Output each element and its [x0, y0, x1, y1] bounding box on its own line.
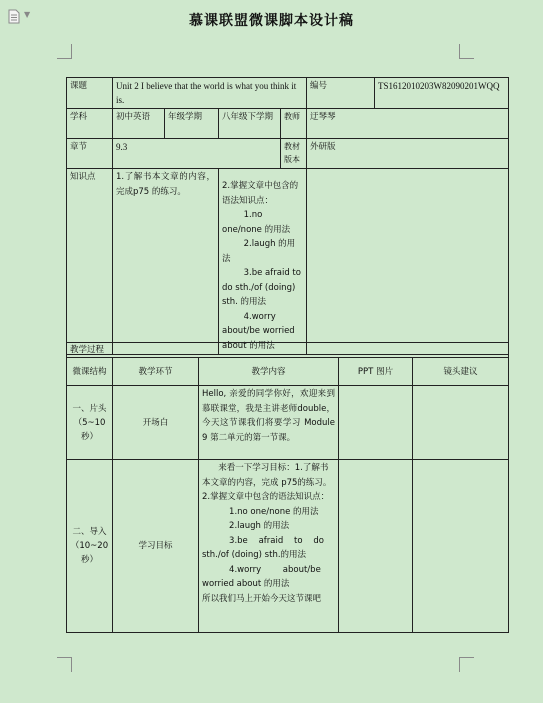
margin-corner-bottom-left [57, 657, 72, 672]
knowledge-empty-cell [307, 169, 509, 355]
subject-value[interactable]: 初中英语 [113, 109, 165, 139]
knowledge-point-2[interactable]: 2.掌握文章中包含的语法知识点： 1.no one/none 的用法 2.laugh 的用法 3.be afraid to do sth./of (doing) sth. 的用法 4.worry about/be worried about 的用法 [219, 169, 307, 355]
teacher-value[interactable]: 迂琴琴 [307, 109, 509, 139]
row-content[interactable]: 来看一下学习目标：1.了解书本文章的内容，完成 p75的练习。2.掌握文章中包含的语法知识点： 1.no one/none 的用法 2.laugh 的用法 3.be afraid to do sth./of (doing) sth.的用法 4.worry about/be worried about 的用法 所以我们马上开始今天这节课吧 [199, 460, 339, 633]
document-title: 慕课联盟微课脚本设计稿 [189, 13, 354, 29]
header-camera: 镜头建议 [413, 358, 509, 386]
row-stage[interactable]: 开场白 [113, 386, 199, 460]
row-stage[interactable]: 学习目标 [113, 460, 199, 633]
process-heading: 教学过程 [67, 343, 509, 358]
edition-value[interactable]: 外研版 [307, 139, 509, 169]
row-ppt[interactable] [339, 386, 413, 460]
topic-value[interactable]: Unit 2 I believe that the world is what you think it is. [113, 78, 307, 109]
knowledge-label: 知识点 [67, 169, 113, 355]
section-label: 章节 [67, 139, 113, 169]
topic-label: 课题 [67, 78, 113, 109]
row-content[interactable]: Hello, 亲爱的同学你好，欢迎来到慕联课堂，我是主讲老师double，今天这节课我们将要学习 Module 9 第二单元的第一节课。 [199, 386, 339, 460]
grade-value[interactable]: 八年级下学期 [219, 109, 281, 139]
margin-corner-top-left [57, 44, 72, 59]
row-camera[interactable] [413, 386, 509, 460]
info-table [66, 77, 509, 355]
row-structure[interactable]: 一、片头 （5~10秒） [67, 386, 113, 460]
grade-label: 年级学期 [165, 109, 219, 139]
row-ppt[interactable] [339, 460, 413, 633]
teacher-label: 教师 [281, 109, 307, 139]
row-structure[interactable]: 二、导入 （10~20秒） [67, 460, 113, 633]
subject-label: 学科 [67, 109, 113, 139]
table-row [67, 460, 509, 633]
header-ppt: PPT 图片 [339, 358, 413, 386]
dropdown-caret-icon[interactable]: ▼ [24, 10, 31, 19]
header-stage: 教学环节 [113, 358, 199, 386]
code-value[interactable]: TS1612010203W82090201WQQ [375, 78, 509, 109]
header-content: 教学内容 [199, 358, 339, 386]
knowledge-point-1[interactable]: 1.了解书本文章的内容，完成p75 的练习。 [113, 169, 219, 355]
process-table [66, 342, 509, 633]
code-label: 编号 [307, 78, 375, 109]
header-structure: 微课结构 [67, 358, 113, 386]
margin-corner-bottom-right [459, 657, 474, 672]
margin-corner-top-right [459, 44, 474, 59]
table-row [67, 386, 509, 460]
section-value[interactable]: 9.3 [113, 139, 281, 169]
row-camera[interactable] [413, 460, 509, 633]
edition-label: 教材版本 [281, 139, 307, 169]
